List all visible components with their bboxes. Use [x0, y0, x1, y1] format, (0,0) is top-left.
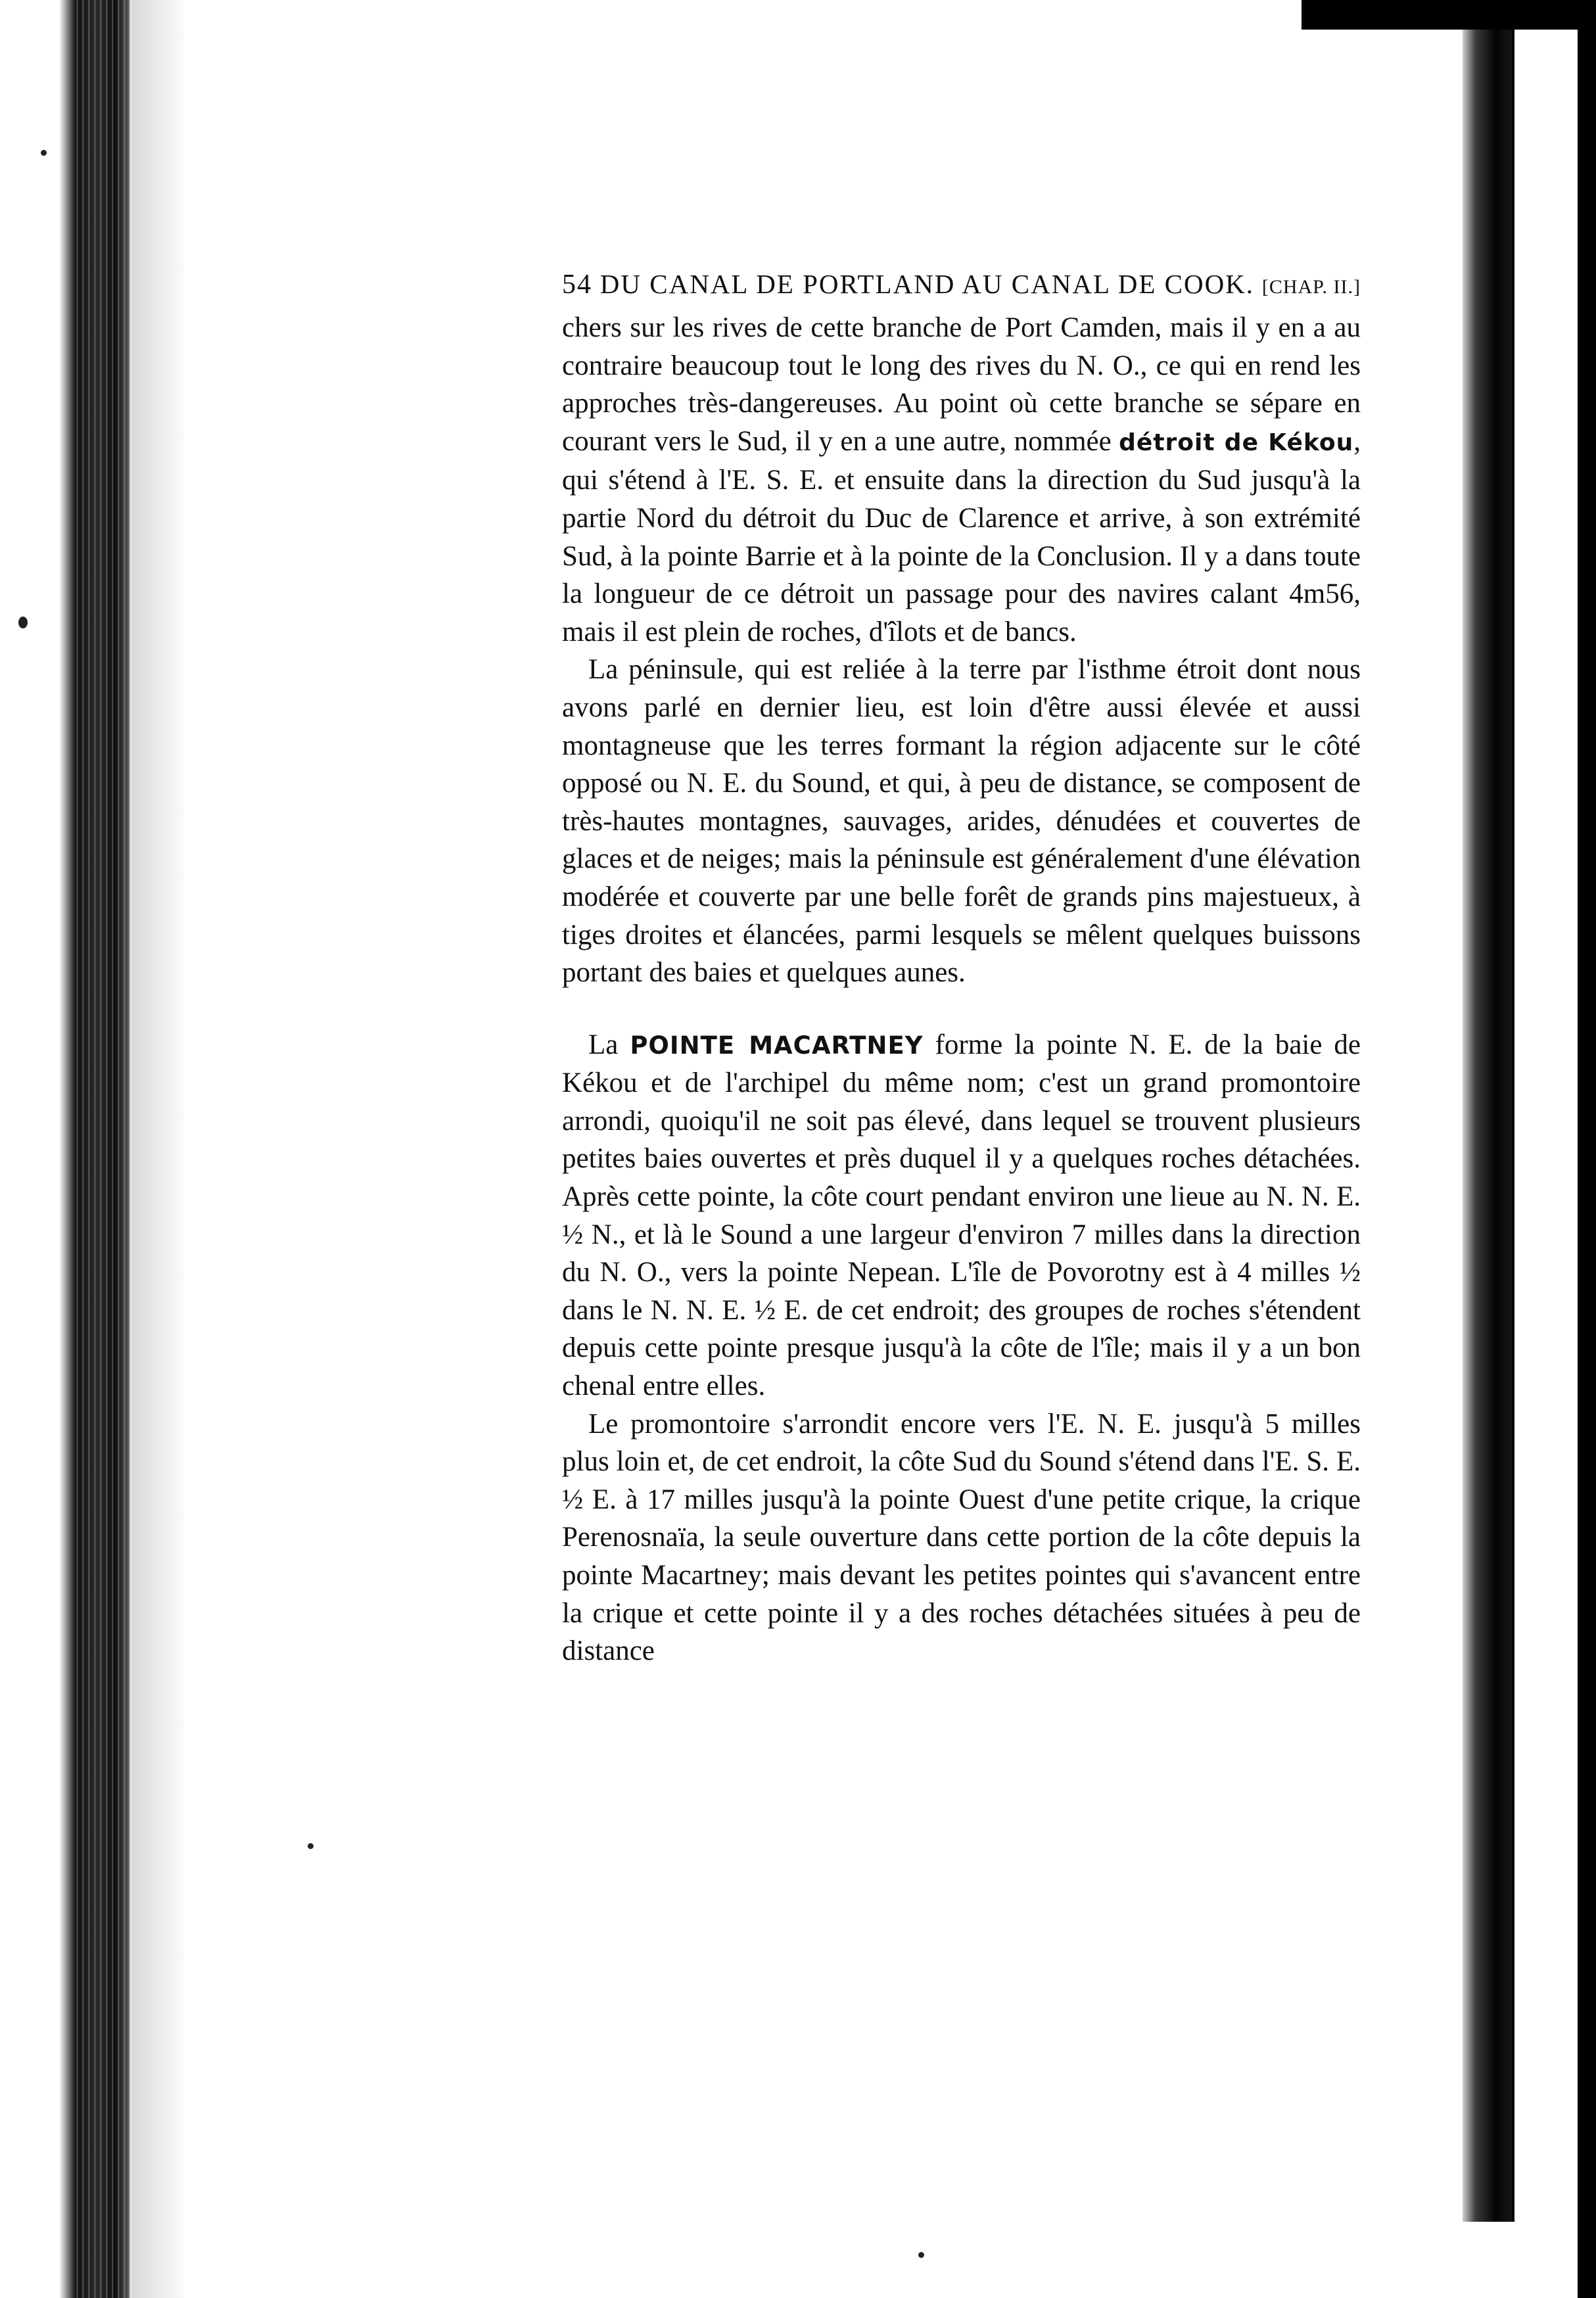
text-block: [562, 268, 1361, 1670]
speck: [41, 150, 47, 156]
speck: [18, 617, 28, 628]
paragraph-text: forme la pointe N. E. de la baie de Kékou et de l'archipel du même nom; c'est un grand promontoire arrondi, quoiqu'il ne soit pas élevé, dans lequel se trouvent plusieurs petites baies ouvertes et près duquel il y a quelques roches détachées. Après cette pointe, la côte court pendant environ une lieue au N. N. E. ½ N., et là le Sound a une largeur d'environ 7 milles dans la direction du N. O., vers la pointe Nepean. L'île de Povorotny est à 4 milles ½ dans le N. N. E. ½ E. de cet endroit; des groupes de roches s'étendent depuis cette pointe presque jusqu'à la côte de l'île; mais il y a un bon chenal entre elles.: [562, 1029, 1361, 1402]
scan-border-right: [1578, 0, 1596, 2298]
paragraph-text: , qui s'étend à l'E. S. E. et ensuite dans la direction du Sud jusqu'à la partie Nord du détroit du Duc de Clarence et arrive, à son extrémité Sud, à la pointe Barrie et à la pointe de la Conclusion. Il y a dans toute la longueur de ce détroit un passage pour des navires calant 4m56, mais il est plein de roches, d'îlots et de bancs.: [562, 425, 1361, 647]
paragraph-4: [562, 1405, 1361, 1670]
paragraph-text: Le promontoire s'arrondit encore vers l'E. N. E. jusqu'à 5 milles plus loin et, de cet endroit, la côte Sud du Sound s'étend dans l'E. S. E. ½ E. à 17 milles jusqu'à la pointe Ouest d'une petite crique, la crique Perenosnaïa, la seule ouverture dans cette portion de la côte depuis la pointe Macartney; mais devant les petites pointes qui s'avancent entre la crique et cette pointe il y a des roches détachées situées à peu de distance: [562, 1408, 1361, 1667]
running-title: DU CANAL DE PORTLAND AU CANAL DE COOK.: [599, 269, 1255, 299]
section-heading-strong: POINTE MACARTNEY: [630, 1031, 924, 1060]
speck: [918, 2252, 924, 2258]
scan-border-top: [1302, 0, 1596, 30]
paragraph-2: [562, 651, 1361, 991]
page-number: 54: [562, 270, 592, 300]
place-name-strong: détroit de Kékou: [1119, 429, 1354, 456]
paragraph-text: La péninsule, qui est reliée à la terre par l'isthme étroit dont nous avons parlé en dernier lieu, est loin d'être aussi élevée et aussi montagneuse que les terres formant la région adjacente sur le côté opposé ou N. E. du Sound, et qui, à peu de distance, se composent de très-hautes montagnes, sauvages, arides, dénudées et couvertes de glaces et de neiges; mais la péninsule est généralement d'une élévation modérée et couverte par une belle forêt de grands pins majestueux, à tiges droites et élancées, parmi lesquels se mêlent quelques buissons portant des baies et quelques aunes.: [562, 654, 1361, 989]
paragraph-text: La: [588, 1029, 630, 1060]
paragraph-3: [562, 1026, 1361, 1405]
paragraph-text: chers sur les rives de cette branche de Port Camden, mais il y en a au contraire beaucoup tout le long des rives du N. O., ce qui en rend les approches très-dangereuses. Au point où cette branche se sépare en courant vers le Sud, il y en a une autre, nommée: [562, 312, 1361, 457]
page-edge-left: [131, 0, 191, 2298]
paragraph-1: [562, 309, 1361, 651]
section-gap: [562, 992, 1361, 1026]
gutter-shadow: [1463, 26, 1515, 2222]
running-header: [562, 268, 1361, 309]
speck: [308, 1843, 314, 1849]
chapter-marker: [CHAP. II.]: [1261, 276, 1361, 298]
